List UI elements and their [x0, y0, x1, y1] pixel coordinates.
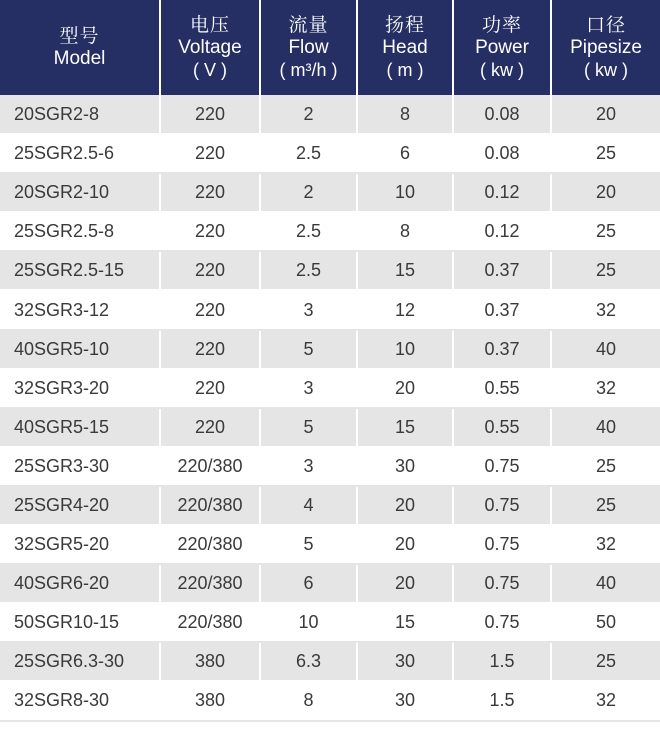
- cell-flow: 4: [260, 486, 357, 525]
- header-model: [0, 0, 160, 95]
- table-row: [0, 330, 660, 369]
- header-pipesize: [551, 0, 660, 95]
- cell-head: 10: [357, 173, 453, 212]
- cell-pipesize: 25: [551, 642, 660, 681]
- cell-pipesize: 40: [551, 330, 660, 369]
- cell-power: 0.08: [453, 95, 551, 134]
- cell-voltage: 220/380: [160, 564, 260, 603]
- cell-flow: 2: [260, 95, 357, 134]
- cell-head: 15: [357, 408, 453, 447]
- cell-voltage: 380: [160, 681, 260, 720]
- cell-head: 30: [357, 447, 453, 486]
- cell-flow: 3: [260, 447, 357, 486]
- cell-model: 25SGR4-20: [0, 486, 160, 525]
- cell-pipesize: 20: [551, 173, 660, 212]
- cell-flow: 5: [260, 408, 357, 447]
- cell-flow: 5: [260, 330, 357, 369]
- header-head-en: Head: [382, 36, 428, 58]
- cell-head: 30: [357, 681, 453, 720]
- cell-power: 1.5: [453, 681, 551, 720]
- table-row: [0, 408, 660, 447]
- cell-pipesize: 32: [551, 290, 660, 329]
- table-row: [0, 525, 660, 564]
- cell-flow: 2.5: [260, 212, 357, 251]
- header-power-unit: ( kw ): [480, 59, 524, 80]
- header-row: [0, 0, 660, 95]
- cell-power: 0.37: [453, 251, 551, 290]
- cell-power: 0.12: [453, 173, 551, 212]
- cell-voltage: 220: [160, 369, 260, 408]
- table-header: [0, 0, 660, 95]
- header-voltage-en: Voltage: [178, 36, 242, 58]
- cell-model: 25SGR2.5-8: [0, 212, 160, 251]
- cell-head: 15: [357, 251, 453, 290]
- cell-power: 1.5: [453, 642, 551, 681]
- cell-flow: 2: [260, 173, 357, 212]
- cell-power: 0.55: [453, 408, 551, 447]
- cell-pipesize: 25: [551, 486, 660, 525]
- header-pipesize-unit: ( kw ): [584, 59, 628, 80]
- cell-flow: 5: [260, 525, 357, 564]
- cell-model: 40SGR5-15: [0, 408, 160, 447]
- table-row: [0, 642, 660, 681]
- cell-flow: 3: [260, 369, 357, 408]
- cell-model: 32SGR3-12: [0, 290, 160, 329]
- cell-pipesize: 25: [551, 212, 660, 251]
- cell-voltage: 220: [160, 330, 260, 369]
- table-row: [0, 369, 660, 408]
- cell-flow: 2.5: [260, 134, 357, 173]
- cell-head: 30: [357, 642, 453, 681]
- cell-model: 25SGR2.5-15: [0, 251, 160, 290]
- cell-model: 32SGR8-30: [0, 681, 160, 720]
- cell-pipesize: 40: [551, 408, 660, 447]
- header-power-en: Power: [475, 36, 529, 58]
- table-row: [0, 564, 660, 603]
- header-head-zh: 扬程: [384, 14, 425, 36]
- header-voltage: [160, 0, 260, 95]
- cell-head: 20: [357, 525, 453, 564]
- header-power: [453, 0, 551, 95]
- cell-voltage: 220/380: [160, 603, 260, 642]
- cell-head: 20: [357, 564, 453, 603]
- cell-power: 0.75: [453, 447, 551, 486]
- cell-voltage: 220: [160, 173, 260, 212]
- cell-head: 8: [357, 212, 453, 251]
- cell-flow: 6.3: [260, 642, 357, 681]
- cell-model: 25SGR2.5-6: [0, 134, 160, 173]
- cell-power: 0.37: [453, 330, 551, 369]
- cell-model: 20SGR2-8: [0, 95, 160, 134]
- cell-power: 0.75: [453, 603, 551, 642]
- header-flow-zh: 流量: [288, 14, 329, 36]
- cell-model: 40SGR5-10: [0, 330, 160, 369]
- cell-head: 6: [357, 134, 453, 173]
- table-row: [0, 173, 660, 212]
- header-pipesize-zh: 口径: [585, 14, 626, 36]
- header-flow: [260, 0, 357, 95]
- cell-model: 25SGR3-30: [0, 447, 160, 486]
- cell-pipesize: 40: [551, 564, 660, 603]
- cell-voltage: 220: [160, 251, 260, 290]
- cell-voltage: 380: [160, 642, 260, 681]
- cell-voltage: 220: [160, 408, 260, 447]
- cell-head: 8: [357, 95, 453, 134]
- cell-flow: 2.5: [260, 251, 357, 290]
- table-row: [0, 681, 660, 720]
- cell-model: 32SGR5-20: [0, 525, 160, 564]
- cell-voltage: 220: [160, 290, 260, 329]
- cell-pipesize: 32: [551, 681, 660, 720]
- header-voltage-unit: ( V ): [193, 59, 227, 80]
- cell-voltage: 220: [160, 134, 260, 173]
- table-row: [0, 447, 660, 486]
- cell-pipesize: 50: [551, 603, 660, 642]
- table-row: [0, 251, 660, 290]
- cell-voltage: 220/380: [160, 447, 260, 486]
- table-row: [0, 486, 660, 525]
- cell-pipesize: 25: [551, 251, 660, 290]
- header-head-unit: ( m ): [386, 59, 424, 80]
- cell-power: 0.08: [453, 134, 551, 173]
- cell-power: 0.37: [453, 290, 551, 329]
- cell-pipesize: 20: [551, 95, 660, 134]
- cell-flow: 8: [260, 681, 357, 720]
- cell-power: 0.75: [453, 486, 551, 525]
- cell-head: 10: [357, 330, 453, 369]
- cell-model: 25SGR6.3-30: [0, 642, 160, 681]
- cell-model: 32SGR3-20: [0, 369, 160, 408]
- header-power-zh: 功率: [481, 14, 522, 36]
- header-pipesize-en: Pipesize: [570, 36, 642, 58]
- cell-voltage: 220/380: [160, 486, 260, 525]
- header-flow-unit: ( m³/h ): [279, 59, 338, 80]
- cell-model: 50SGR10-15: [0, 603, 160, 642]
- cell-voltage: 220/380: [160, 525, 260, 564]
- cell-power: 0.75: [453, 564, 551, 603]
- table-row: [0, 212, 660, 251]
- table-body: [0, 95, 660, 721]
- cell-head: 12: [357, 290, 453, 329]
- cell-flow: 10: [260, 603, 357, 642]
- header-flow-en: Flow: [288, 36, 329, 58]
- table-row: [0, 134, 660, 173]
- header-model-en: Model: [53, 47, 106, 69]
- cell-power: 0.55: [453, 369, 551, 408]
- table-row: [0, 95, 660, 134]
- cell-head: 15: [357, 603, 453, 642]
- cell-model: 20SGR2-10: [0, 173, 160, 212]
- cell-flow: 3: [260, 290, 357, 329]
- cell-pipesize: 32: [551, 369, 660, 408]
- cell-voltage: 220: [160, 212, 260, 251]
- cell-pipesize: 25: [551, 447, 660, 486]
- header-model-zh: 型号: [59, 25, 100, 47]
- cell-head: 20: [357, 486, 453, 525]
- cell-power: 0.75: [453, 525, 551, 564]
- header-head: [357, 0, 453, 95]
- table-row: [0, 290, 660, 329]
- cell-power: 0.12: [453, 212, 551, 251]
- cell-pipesize: 32: [551, 525, 660, 564]
- cell-voltage: 220: [160, 95, 260, 134]
- table-row: [0, 603, 660, 642]
- cell-head: 20: [357, 369, 453, 408]
- cell-flow: 6: [260, 564, 357, 603]
- cell-pipesize: 25: [551, 134, 660, 173]
- header-voltage-zh: 电压: [189, 14, 230, 36]
- cell-model: 40SGR6-20: [0, 564, 160, 603]
